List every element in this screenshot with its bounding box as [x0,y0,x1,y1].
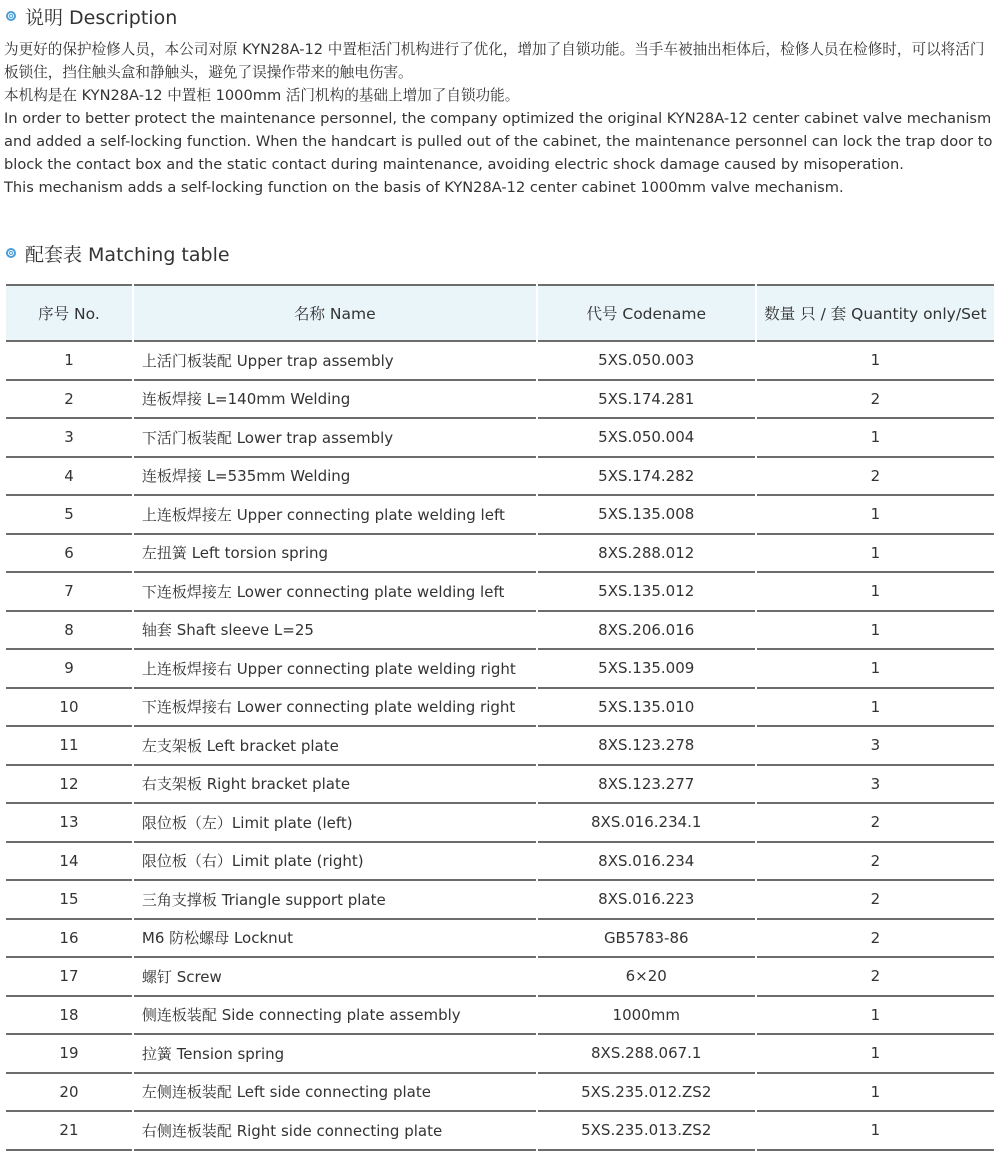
table-row [6,1112,994,1151]
cell-quantity: 1 [757,573,994,612]
table-row [6,997,994,1036]
cell-name: 上连板焊接左 Upper connecting plate welding left [134,496,536,535]
cell-name: 下连板焊接右 Lower connecting plate welding right [134,689,536,728]
cell-codename: 5XS.050.003 [538,342,755,381]
table-row [6,535,994,574]
cell-no: 1 [6,342,132,381]
cell-no: 18 [6,997,132,1036]
cell-codename: 8XS.123.278 [538,727,755,766]
cell-codename: 6×20 [538,958,755,997]
cell-name: M6 防松螺母 Locknut [134,920,536,959]
cell-name: 限位板（左）Limit plate (left) [134,804,536,843]
description-paragraph: 本机构是在 KYN28A-12 中置柜 1000mm 活门机构的基础上增加了自锁功能。 [4,87,520,104]
table-row [6,843,994,882]
cell-name: 左侧连板装配 Left side connecting plate [134,1074,536,1113]
cell-codename: 8XS.206.016 [538,612,755,651]
cell-name: 连板焊接 L=140mm Welding [134,381,536,420]
circle-bullet-icon [6,248,16,258]
cell-name: 下连板焊接左 Lower connecting plate welding left [134,573,536,612]
table-body [6,342,994,1151]
cell-no: 13 [6,804,132,843]
cell-quantity: 1 [757,650,994,689]
description-paragraph: 为更好的保护检修人员，本公司对原 KYN28A-12 中置柜活门机构进行了优化，增加了自锁功能。当手车被抽出柜体后，检修人员在检修时，可以将活门板锁住，挡住触头盒和静触头，避免了误操作带来的触电伤害。 [4,41,985,81]
cell-codename: 1000mm [538,997,755,1036]
table-header-row [6,284,994,342]
cell-no: 5 [6,496,132,535]
description-paragraph: In order to better protect the maintenance personnel, the company optimized the original KYN28A-12 center cabinet valve mechanism and added a self-locking function. When the handcart is pulled out of the cabinet, the maintenance personnel can lock the trap door to block the contact box and the static contact during maintenance, avoiding electric shock damage caused by misoperation. [4,110,993,173]
cell-quantity: 1 [757,419,994,458]
cell-codename: 5XS.050.004 [538,419,755,458]
table-row [6,958,994,997]
cell-quantity: 3 [757,727,994,766]
matching-table-heading [6,239,230,267]
cell-no: 12 [6,766,132,805]
cell-quantity: 2 [757,881,994,920]
table-row [6,804,994,843]
cell-no: 15 [6,881,132,920]
description-paragraph: This mechanism adds a self-locking function on the basis of KYN28A-12 center cabinet 1000mm valve mechanism. [4,179,844,196]
cell-name: 限位板（右）Limit plate (right) [134,843,536,882]
header-codename: 代号 Codename [538,284,755,342]
cell-quantity: 1 [757,612,994,651]
cell-no: 21 [6,1112,132,1151]
cell-no: 19 [6,1035,132,1074]
cell-name: 下活门板装配 Lower trap assembly [134,419,536,458]
cell-codename: 8XS.123.277 [538,766,755,805]
cell-codename: 5XS.235.013.ZS2 [538,1112,755,1151]
cell-quantity: 1 [757,1074,994,1113]
cell-quantity: 1 [757,689,994,728]
cell-name: 连板焊接 L=535mm Welding [134,458,536,497]
cell-no: 2 [6,381,132,420]
cell-quantity: 2 [757,958,994,997]
cell-codename: 8XS.288.067.1 [538,1035,755,1074]
cell-no: 6 [6,535,132,574]
cell-name: 拉簧 Tension spring [134,1035,536,1074]
cell-codename: 5XS.174.281 [538,381,755,420]
table-row [6,1074,994,1113]
circle-bullet-icon [6,11,16,21]
cell-no: 11 [6,727,132,766]
cell-no: 17 [6,958,132,997]
cell-name: 三角支撑板 Triangle support plate [134,881,536,920]
table-row [6,920,994,959]
cell-codename: 5XS.135.010 [538,689,755,728]
table-row [6,496,994,535]
cell-quantity: 3 [757,766,994,805]
cell-name: 上活门板装配 Upper trap assembly [134,342,536,381]
table-row [6,1035,994,1074]
cell-no: 14 [6,843,132,882]
cell-no: 7 [6,573,132,612]
cell-codename: 5XS.135.009 [538,650,755,689]
cell-no: 9 [6,650,132,689]
cell-codename: 5XS.135.012 [538,573,755,612]
cell-quantity: 2 [757,804,994,843]
cell-no: 3 [6,419,132,458]
table-row [6,881,994,920]
cell-quantity: 1 [757,496,994,535]
header-no: 序号 No. [6,284,132,342]
cell-name: 左扭簧 Left torsion spring [134,535,536,574]
matching-table-heading-text: 配套表 Matching table [25,243,230,266]
cell-codename: 5XS.135.008 [538,496,755,535]
description-heading [6,2,177,30]
cell-quantity: 2 [757,458,994,497]
table-row [6,689,994,728]
cell-codename: 8XS.016.234.1 [538,804,755,843]
cell-name: 侧连板装配 Side connecting plate assembly [134,997,536,1036]
cell-quantity: 2 [757,843,994,882]
cell-codename: 8XS.288.012 [538,535,755,574]
cell-quantity: 1 [757,1035,994,1074]
cell-name: 左支架板 Left bracket plate [134,727,536,766]
cell-quantity: 1 [757,1112,994,1151]
cell-name: 右支架板 Right bracket plate [134,766,536,805]
cell-quantity: 1 [757,535,994,574]
table-row [6,612,994,651]
cell-quantity: 1 [757,342,994,381]
cell-codename: 8XS.016.234 [538,843,755,882]
table-row [6,650,994,689]
table-row [6,766,994,805]
cell-name: 右侧连板装配 Right side connecting plate [134,1112,536,1151]
cell-no: 16 [6,920,132,959]
table-row [6,573,994,612]
cell-quantity: 2 [757,381,994,420]
cell-name: 螺钉 Screw [134,958,536,997]
cell-codename: 5XS.235.012.ZS2 [538,1074,755,1113]
header-quantity: 数量 只 / 套 Quantity only/Set [757,284,994,342]
cell-no: 20 [6,1074,132,1113]
cell-quantity: 2 [757,920,994,959]
cell-no: 4 [6,458,132,497]
cell-name: 轴套 Shaft sleeve L=25 [134,612,536,651]
cell-quantity: 1 [757,997,994,1036]
cell-no: 8 [6,612,132,651]
matching-table [4,284,996,1151]
description-text [4,38,996,199]
table-row [6,381,994,420]
cell-codename: GB5783-86 [538,920,755,959]
description-heading-text: 说明 Description [25,6,178,29]
table-row [6,342,994,381]
table-row [6,419,994,458]
table-row [6,458,994,497]
table-row [6,727,994,766]
cell-codename: 8XS.016.223 [538,881,755,920]
cell-name: 上连板焊接右 Upper connecting plate welding right [134,650,536,689]
cell-codename: 5XS.174.282 [538,458,755,497]
header-name: 名称 Name [134,284,536,342]
cell-no: 10 [6,689,132,728]
